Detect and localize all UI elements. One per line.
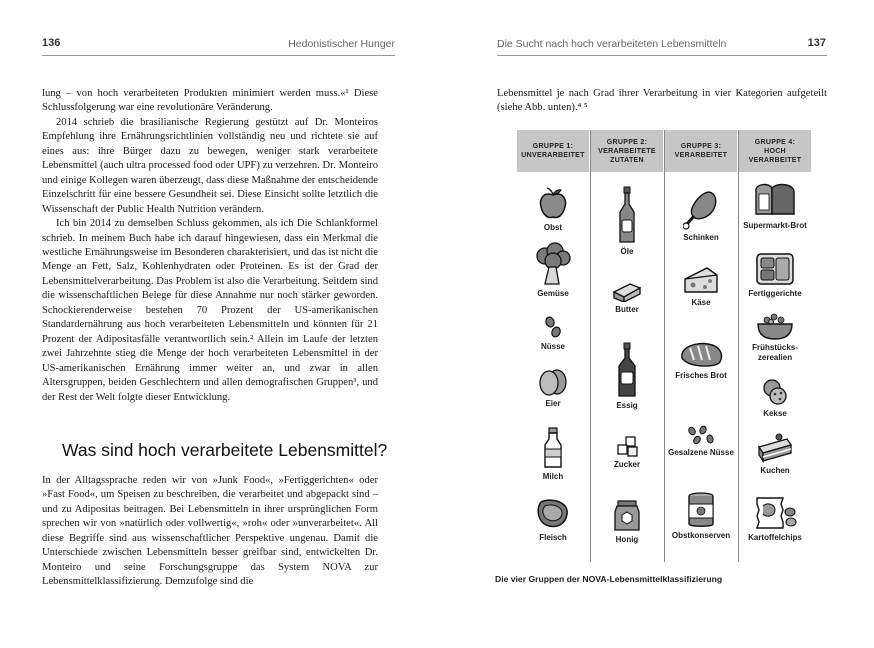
- broccoli-icon: [533, 242, 573, 286]
- item-label: Nüsse: [540, 342, 565, 351]
- item-label: Kekse: [763, 409, 787, 418]
- group-3-header: GRUPPE 3: VERARBEITET: [665, 130, 737, 172]
- item-label: Öle: [620, 247, 634, 256]
- salted-nuts-icon: [686, 425, 716, 445]
- nuts-icon: [542, 315, 564, 339]
- item-label: Zucker: [613, 460, 641, 469]
- header-rule: [42, 55, 395, 56]
- item-fleisch: [517, 498, 589, 543]
- apple-icon: [538, 186, 568, 220]
- item-eier: [517, 368, 589, 409]
- item-kartoffelchips: [739, 496, 811, 543]
- item-label: Fertiggerichte: [748, 289, 802, 298]
- running-head: Die Sucht nach hoch verarbeiteten Lebensmitteln: [497, 38, 727, 50]
- figure-caption: Die vier Gruppen der NOVA-Lebensmittelklassifizierung: [495, 574, 723, 584]
- item-label: Frisches Brot: [675, 371, 727, 380]
- item-kuchen: [739, 433, 811, 476]
- item-honig: [591, 500, 663, 545]
- body-text-top: [42, 87, 378, 405]
- item-butter: [591, 280, 663, 315]
- group-4-column: [739, 130, 811, 562]
- cookies-icon: [762, 378, 788, 406]
- item-label: Butter: [615, 305, 639, 314]
- right-page: [437, 0, 874, 648]
- item-obst: [517, 186, 589, 233]
- item-essig: [591, 342, 663, 411]
- item-label: Supermarkt-Brot: [743, 221, 807, 230]
- group-1-column: [517, 130, 589, 562]
- item-label: Milch: [542, 472, 564, 481]
- item-label: Gemüse: [537, 289, 569, 298]
- item-obstkonserven: [665, 492, 737, 541]
- item-fertiggerichte: [739, 252, 811, 299]
- bread-loaf-icon: [678, 340, 724, 368]
- vinegar-bottle-icon: [617, 342, 637, 398]
- group-2-header: GRUPPE 2: VERARBEITETE ZUTATEN: [591, 130, 663, 172]
- canned-fruit-icon: [687, 492, 715, 528]
- eggs-icon: [538, 368, 568, 396]
- item-label: Honig: [615, 535, 639, 544]
- paragraph: Ich bin 2014 zu demselben Schluss gekommen, als ich Die Schlankformel schrieb. In meinem Buch habe ich darauf hingewiesen, dass ein Merkmal die westliche Ernährungsweise im Besonderen charakterisiert, und das ist nicht die Menge an Fett, Salz, Kohlenhydraten oder Proteinen. Es ist der Grad der Lebensmittelverarbeitung. Das Problem ist also die Verarbeitung. Seitdem sind die wissenschaftlichen Belege für diese Annahme nur noch stärker geworden. Schockierenderweise bestehen 70 Prozent der US-amerikanischen Standardernährung aus hoch verarbeiteten Lebensmitteln und könnten für 21 Prozent der Adipositasfälle verantwortlich sein.² Allein im Laufe der letzten zwei Jahrzehnte stieg die Menge der hoch verarbeiteten Lebensmittel in der US-amerikanischen Ernährung immer weiter an, und zwar in allen Altersgruppen, beiden Geschlechtern und allen demografischen Gruppen³, und der Rest der Welt folgte dieser Entwicklung.: [42, 218, 378, 403]
- item-label: Fleisch: [539, 533, 567, 542]
- paragraph: lung – von hoch verarbeiteten Produkten minimiert werden muss.«¹ Diese Schlussfolgerung war eine revolutionäre Veränderung.: [42, 88, 378, 114]
- page-number: 136: [42, 37, 61, 49]
- item-label: Essig: [616, 401, 638, 410]
- running-head: Hedonistischer Hunger: [288, 38, 395, 50]
- item-schinken: [665, 188, 737, 243]
- item-gesalzene-nuesse: [665, 425, 737, 458]
- steak-icon: [535, 498, 571, 530]
- item-gemuese: [517, 242, 589, 299]
- header-rule: [497, 55, 827, 56]
- ready-meal-icon: [755, 252, 795, 286]
- group-2-column: [591, 130, 663, 562]
- item-label: Obst: [543, 223, 563, 232]
- paragraph: In der Alltagssprache reden wir von »Junk Food«, »Fertiggerichten« oder »Fast Food«, um Speisen zu beschreiben, die verarbeitet und abgepackt sind – und zu Adipositas beitragen. Bei Lebensmitteln in ihrer ursprünglichen Form sprechen wir von »natürlich oder vollwertig«, »roh« oder »unverarbeitet«. All diese Begriffe sind aus wissenschaftlicher Perspektive ungenau. Damit die Unterschiede zwischen Lebensmitteln besser greifbar sind, entwickelten Dr. Monteiro und seine Forschungsgruppe das System NOVA zur Lebensmittelklassifizierung. Demzufolge sind die: [42, 475, 378, 588]
- item-label: Kuchen: [760, 466, 790, 475]
- sugar-cubes-icon: [614, 435, 640, 457]
- cereal-bowl-icon: [756, 312, 794, 340]
- group-1-header: GRUPPE 1: UNVERARBEITET: [517, 130, 589, 172]
- page-number: 137: [807, 37, 826, 49]
- item-label: Kartoffelchips: [748, 533, 802, 542]
- milk-bottle-icon: [543, 427, 563, 469]
- ham-icon: [683, 188, 719, 230]
- item-oele: [591, 186, 663, 257]
- intro-text: [497, 87, 827, 116]
- item-zucker: [591, 435, 663, 470]
- item-label: Frühstücks-zerealien: [752, 343, 798, 362]
- chips-bag-icon: [753, 496, 797, 530]
- item-frisches-brot: [665, 340, 737, 381]
- group-4-header: GRUPPE 4: HOCH VERARBEITET: [739, 130, 811, 172]
- item-kekse: [739, 378, 811, 419]
- item-supermarkt-brot: [739, 182, 811, 231]
- item-kaese: [665, 265, 737, 308]
- body-text-bottom: [42, 474, 378, 590]
- butter-icon: [612, 280, 642, 302]
- item-label: Käse: [691, 298, 711, 307]
- cheese-icon: [683, 265, 719, 295]
- item-fruehstueckszerealien: [739, 312, 811, 362]
- section-heading: Was sind hoch verarbeitete Lebensmittel?: [62, 440, 388, 460]
- nova-classification-table: [517, 130, 807, 562]
- item-label: Schinken: [683, 233, 719, 242]
- group-3-column: [665, 130, 737, 562]
- oil-bottle-icon: [618, 186, 636, 244]
- item-milch: [517, 427, 589, 482]
- paragraph: Lebensmittel je nach Grad ihrer Verarbeitung in vier Kategorien aufgeteilt (siehe Abb. unten).⁴ ⁵: [497, 88, 827, 114]
- sliced-bread-icon: [752, 182, 798, 218]
- item-nuesse: [517, 315, 589, 352]
- item-label: Gesalzene Nüsse: [668, 448, 734, 457]
- item-label: Obstkonserven: [671, 531, 731, 540]
- honey-jar-icon: [613, 500, 641, 532]
- item-label: Eier: [545, 399, 561, 408]
- paragraph: 2014 schrieb die brasilianische Regierung gestützt auf Dr. Monteiros Empfehlung ihre Ernährungsrichtlinien vollständig neu und richtete sie auf eines aus: ihre Bürger dazu zu bewegen, weniger stark verarbeitete Lebensmittel (auch ultra processed food oder UPF) zu verzehren. Dr. Monteiro und einige Kollegen waren überzeugt, dass diese Maßnahme der entscheidende Einzelschritt für eine bessere Gesundheit sei. Diese Einsicht sollte letztlich die Wissenschaft der Public Health Nutrition verändern.: [42, 116, 378, 215]
- cake-icon: [757, 433, 793, 463]
